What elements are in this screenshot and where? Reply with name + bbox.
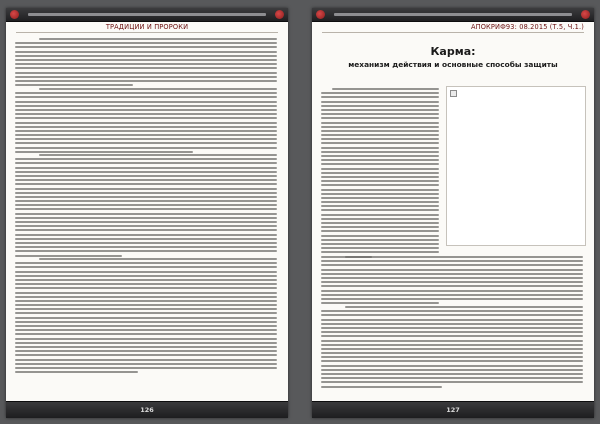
text-line [321,381,583,383]
text-line [321,113,439,115]
text-line [321,109,439,111]
text-line [15,67,277,69]
text-line [321,251,439,253]
text-line [15,350,277,352]
text-line [15,238,277,240]
text-line [15,225,277,227]
text-line [15,363,277,365]
text-line [15,183,277,185]
text-line [15,122,277,124]
text-line [39,88,277,90]
text-line [15,117,277,119]
body-paragraph [321,256,583,306]
text-line [15,109,277,111]
header-logo-icon [316,10,325,19]
text-line [15,329,277,331]
text-line [15,346,277,348]
text-line [321,117,439,119]
text-line [321,281,583,283]
text-line [321,180,439,182]
text-line [321,214,439,216]
body-paragraph [15,38,277,88]
text-line [15,367,277,369]
text-line [15,138,277,140]
text-line [321,193,439,195]
text-line [15,354,277,356]
text-line [15,72,277,74]
text-line [321,285,583,287]
page-footer-band [312,401,594,418]
text-line [15,217,277,219]
text-line [321,327,583,329]
text-line [321,365,583,367]
text-line [15,308,277,310]
text-line [321,340,583,342]
text-line [15,338,277,340]
article-image-placeholder [446,86,586,246]
text-line [15,304,277,306]
text-line [321,377,583,379]
text-line [15,296,277,298]
text-line [15,292,277,294]
text-line [39,154,277,156]
text-line [15,317,277,319]
page-header-band [6,8,288,22]
page-header-band [312,8,594,22]
text-line [15,229,277,231]
text-line [321,348,583,350]
text-line [15,126,277,128]
text-line [321,205,439,207]
text-line [321,226,439,228]
text-line [321,277,583,279]
text-line [15,242,277,244]
text-line [15,250,277,252]
text-line [15,192,277,194]
body-paragraph [321,306,583,390]
text-line [321,172,439,174]
text-line [15,279,277,281]
text-line [321,290,583,292]
text-line [321,151,439,153]
text-line [15,134,277,136]
text-line [321,184,439,186]
text-line [321,126,439,128]
text-line [15,359,277,361]
text-line [321,369,583,371]
body-paragraph [15,258,277,375]
text-line [321,222,439,224]
text-line [15,333,277,335]
text-line [15,266,277,268]
text-line [15,142,277,144]
text-line [321,155,439,157]
text-line [321,209,439,211]
text-line [15,196,277,198]
text-line [321,310,583,312]
text-line [15,246,277,248]
text-line [15,321,277,323]
text-line [321,130,439,132]
body-paragraph [15,154,277,259]
text-line [15,130,277,132]
page-footer-band [6,401,288,418]
text-line [345,306,583,308]
text-line [15,105,277,107]
text-line [15,171,277,173]
text-line [321,201,439,203]
text-line [15,287,277,289]
text-line [15,204,277,206]
text-line [15,51,277,53]
header-logo-icon [581,10,590,19]
text-line [321,197,439,199]
text-line [321,331,583,333]
text-line [321,260,583,262]
text-line [15,158,277,160]
text-line [15,213,277,215]
text-line [321,176,439,178]
text-line [15,92,277,94]
text-line [321,134,439,136]
section-divider [322,32,584,33]
text-line [15,271,277,273]
text-line [321,386,442,388]
text-line [15,46,277,48]
body-paragraph [15,88,277,155]
text-line [15,208,277,210]
text-line [321,96,439,98]
text-line [15,147,277,149]
text-line [15,63,277,65]
image-placeholder-icon [450,90,457,97]
text-line [321,122,439,124]
text-line [321,294,583,296]
text-line [321,189,439,191]
text-line [15,167,277,169]
text-line [15,255,122,257]
left-page [6,8,288,418]
text-line [321,298,583,300]
text-line [321,247,439,249]
text-line [321,302,439,304]
text-line [15,371,138,373]
text-line [321,352,583,354]
text-line [15,80,277,82]
text-line [15,59,277,61]
text-line [15,312,277,314]
text-line [15,221,277,223]
text-line [321,314,583,316]
text-line [15,342,277,344]
text-line [15,275,277,277]
text-line [321,168,439,170]
text-line [15,162,277,164]
section-name: ТРАДИЦИИ И ПРОРОКИ [105,23,189,31]
text-line [321,142,439,144]
text-line [15,151,193,153]
text-line [15,188,277,190]
text-line [321,319,583,321]
text-line [321,264,583,266]
text-line [15,96,277,98]
text-line [321,239,439,241]
issue-line: АПОКРИФ93: 08.2015 (Т.5, Ч.1.) [470,23,584,31]
page-number: 126 [140,406,154,414]
text-line [321,273,583,275]
text-line [321,235,439,237]
text-line [321,356,583,358]
text-line [15,42,277,44]
text-line [321,105,439,107]
text-line [321,323,583,325]
text-line [345,256,583,258]
text-line [15,175,277,177]
text-line [321,147,439,149]
article-subtitle: механизм действия и основные способы защиты [348,60,558,69]
right-page [312,8,594,418]
text-line [15,113,277,115]
text-line [15,179,277,181]
text-line [321,373,583,375]
text-line [15,300,277,302]
text-line [15,76,277,78]
text-line [321,163,439,165]
text-line [15,283,277,285]
text-line [15,84,133,86]
text-line [15,262,277,264]
text-line [332,88,439,90]
text-line [321,218,439,220]
text-line [39,38,277,40]
text-line [321,101,439,103]
text-line [321,335,583,337]
text-line [321,360,583,362]
header-logo-icon [275,10,284,19]
text-line [321,344,583,346]
body-paragraph [321,88,439,260]
text-line [321,92,439,94]
header-logo-icon [10,10,19,19]
text-line [15,200,277,202]
text-line [321,269,583,271]
section-divider [16,32,278,33]
text-line [321,243,439,245]
text-line [321,159,439,161]
text-line [15,101,277,103]
article-title: Карма: [430,45,476,58]
page-number: 127 [446,406,460,414]
text-line [15,325,277,327]
text-line [39,258,277,260]
text-line [15,55,277,57]
text-line [321,138,439,140]
text-line [321,230,439,232]
text-line [15,234,277,236]
